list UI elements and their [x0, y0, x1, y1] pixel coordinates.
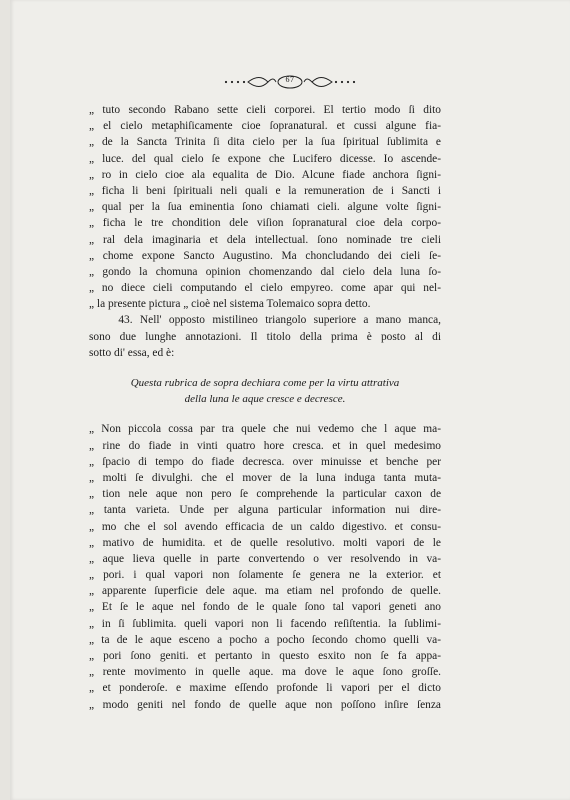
- text-line: „ rente movimento in quelle aque. ma dove le aque ſono groſſe.: [89, 666, 441, 679]
- text-line: „ ſpacio di tempo do fiade decresca. over minuisse et benche per: [89, 455, 441, 468]
- text-line: „ pori ſono geniti. et pertanto in questo esxito non ſe fa appa-: [89, 650, 441, 662]
- quoted-paragraph-tides: [89, 421, 441, 712]
- text-line: „ mativo de humidita. et de quelle resolutivo. molti vapori de le: [89, 536, 441, 549]
- spacer: [89, 361, 441, 375]
- text-line: „ ral dela imaginaria et dela intellectual. ſono nominade tre cieli: [89, 233, 441, 246]
- text-line: „ aque lieva quelle in parte convertendo o ver resolvendo in va-: [89, 552, 441, 565]
- text-line: „ Et ſe le aque nel fondo de le quale ſono tal vapori geneti ano: [89, 601, 441, 614]
- text-line: „ de la Sancta Trinita ſi dita cielo per la ſua ſpiritual ſublimita e: [89, 136, 441, 149]
- text-line: „ tanta varieta. Unde per alguna particular information nui dire-: [89, 504, 441, 517]
- spacer: [89, 407, 441, 421]
- page-header: [10, 74, 570, 90]
- text-line: „ in ſi ſublimita. queli vapori non li facendo reſiſtentia. la ſublimi-: [89, 617, 441, 630]
- caption-line: Questa rubrica de sopra dechiara come per la virtu attrativa: [130, 377, 400, 389]
- text-line: „ gondo la chomuna opinion chomenzando dal cielo dela luna ſo-: [89, 265, 441, 278]
- caption-line: della luna le aque cresce e decresce.: [184, 393, 346, 406]
- text-line: „ qual per la ſua eminentia ſono chiamati cieli. algune volte ſigni-: [89, 201, 441, 214]
- quoted-paragraph-heavens: [89, 102, 441, 312]
- text-line: „ ta de le aque esceno a pocho a pocho ſecondo chomo quelli va-: [89, 633, 441, 646]
- text-line: „ luce. del qual cielo ſe expone che Lucifero dicesse. Io ascende-: [89, 152, 441, 165]
- text-line: „ ro in cielo cioe ala equalita de Dio. Alcune fiade anchora ſigni-: [89, 168, 441, 181]
- text-line: „ et ponderoſe. e maxime eſſendo profonde li vapori per el dicto: [89, 682, 441, 695]
- text-line: „ molti ſe divulghi. che el mover de la luna induga tanta muta-: [89, 471, 441, 484]
- text-line: 43. Nell' opposto mistilineo triangolo superiore a mano manca,: [89, 314, 441, 327]
- commentary-paragraph-43: [89, 312, 441, 361]
- rubric-caption: [89, 375, 441, 407]
- text-line: „ Non piccola cossa par tra quele che nui vedemo che l aque ma-: [89, 423, 441, 436]
- header-ornament: [220, 74, 360, 90]
- page-number: 67: [285, 75, 295, 84]
- text-line: „ la presente pictura „ cioè nel sistema Tolemaico sopra detto.: [89, 298, 371, 311]
- text-line: „ tuto secondo Rabano sette cieli corporei. El tertio modo ſi dito: [89, 104, 441, 116]
- text-line: „ modo geniti nel fondo de quelle aque non poſſono inſire ſenza: [89, 698, 441, 711]
- text-line: „ ficha li beni ſpirituali neli quali e la remuneration de i Sancti i: [89, 184, 441, 197]
- text-line: „ tion nele aque non pero ſe comprehende la particular caxon de: [89, 488, 441, 501]
- page-body: [89, 102, 441, 713]
- book-page: [10, 0, 570, 800]
- text-line: „ ficha le tre chondition dele viſion ſopranatural cioe dela corpo-: [89, 217, 441, 230]
- text-line: „ pori. i qual vapori non ſolamente ſe genera ne la exterior. et: [89, 569, 441, 582]
- text-line: „ chome expone Sancto Augustino. Ma choncludando dei cieli ſe-: [89, 249, 441, 262]
- text-line: „ apparente ſuperficie dele aque. ma etiam nel profondo de quelle.: [89, 585, 441, 598]
- text-line: sono due lunghe annotazioni. Il titolo della prima è posto al di: [89, 330, 441, 343]
- text-line: sotto di' essa, ed è:: [89, 346, 175, 359]
- text-line: „ rine do fiade in vinti quatro hore cresca. et in quel medesimo: [89, 439, 441, 452]
- text-line: „ el cielo metaphiſicamente cioe ſopranatural. et cussi algune fia-: [89, 120, 441, 133]
- text-line: „ no diece cieli computando el cielo empyreo. come apar qui nel-: [89, 282, 441, 295]
- text-line: „ mo che el sol avendo efficacia de un caldo digestivo. et consu-: [89, 520, 441, 533]
